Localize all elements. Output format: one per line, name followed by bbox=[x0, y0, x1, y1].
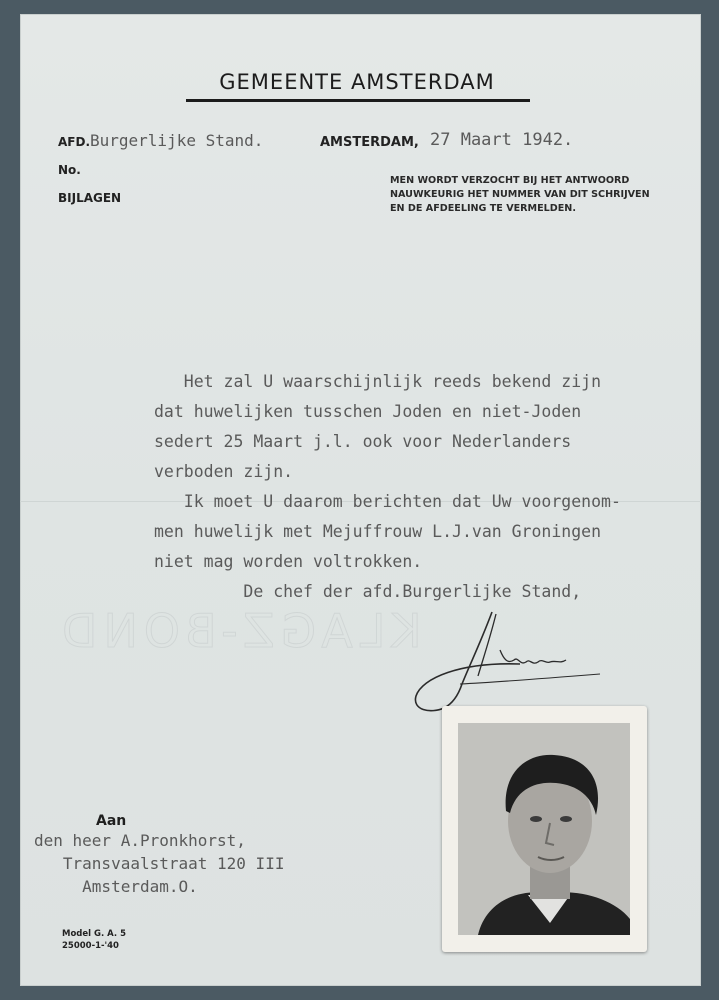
afd-label: AFD. bbox=[58, 135, 91, 149]
letterhead-rule bbox=[186, 99, 530, 102]
model-line-1: Model G. A. 5 bbox=[62, 929, 127, 939]
portrait-photo bbox=[442, 706, 647, 952]
body-line: sedert 25 Maart j.l. ook voor Nederlanders bbox=[154, 432, 572, 451]
form-model-code bbox=[62, 928, 126, 952]
model-line-2: 25000-1-'40 bbox=[62, 941, 119, 951]
afd-value: Burgerlijke Stand. bbox=[90, 131, 264, 150]
letterhead-title: GEMEENTE AMSTERDAM bbox=[219, 70, 495, 94]
bijlagen-label: BIJLAGEN bbox=[58, 191, 122, 205]
letter-body bbox=[154, 367, 621, 607]
body-line: Ik moet U daarom berichten dat Uw voorgenom- bbox=[154, 492, 621, 511]
body-line: niet mag worden voltrokken. bbox=[154, 552, 423, 571]
body-line: men huwelijk met Mejuffrouw L.J.van Groningen bbox=[154, 522, 602, 541]
body-line: dat huwelijken tusschen Joden en niet-Joden bbox=[154, 402, 582, 421]
no-label: No. bbox=[58, 163, 81, 177]
letter-sheet bbox=[20, 14, 701, 986]
embossed-watermark-text: KLAGZ-BOND bbox=[56, 604, 422, 658]
aan-label: Aan bbox=[96, 813, 127, 829]
body-line: verboden zijn. bbox=[154, 462, 294, 481]
address-line: Amsterdam.O. bbox=[34, 877, 198, 896]
address-line: den heer A.Pronkhorst, bbox=[34, 831, 246, 850]
addressee-block bbox=[34, 829, 284, 898]
city-label: AMSTERDAM, bbox=[320, 135, 419, 150]
body-line: De chef der afd.Burgerlijke Stand, bbox=[154, 582, 582, 601]
embossed-watermark bbox=[56, 604, 422, 658]
body-line: Het zal U waarschijnlijk reeds bekend zijn bbox=[154, 372, 602, 391]
address-line: Transvaalstraat 120 III bbox=[34, 854, 285, 873]
portrait-image bbox=[458, 723, 630, 935]
reply-notice: MEN WORDT VERZOCHT BIJ HET ANTWOORD NAUWKEURIG HET NUMMER VAN DIT SCHRIJVEN EN DE AFDEELING TE VERMELDEN. bbox=[390, 175, 650, 214]
letter-date: 27 Maart 1942. bbox=[430, 130, 574, 150]
handwritten-signature bbox=[400, 604, 610, 719]
